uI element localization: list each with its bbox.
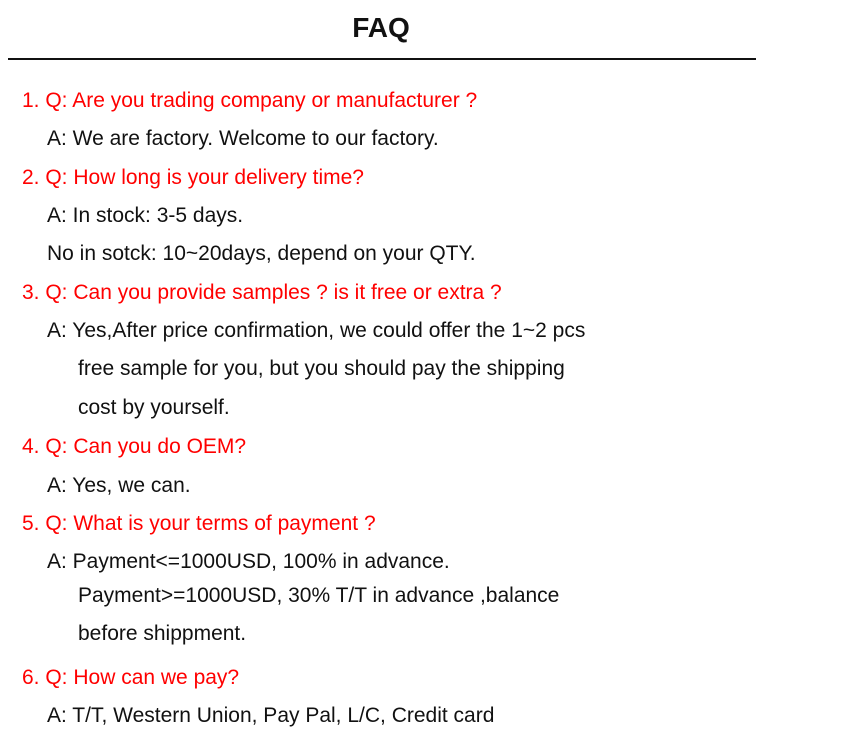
faq-6-question: 6. Q: How can we pay? <box>22 666 240 689</box>
faq-5-answer-line-1: A: Payment<=1000USD, 100% in advance. <box>47 550 450 573</box>
faq-4-question: 4. Q: Can you do OEM? <box>22 435 247 458</box>
faq-5-question: 5. Q: What is your terms of payment ? <box>22 512 376 535</box>
faq-2-question: 2. Q: How long is your delivery time? <box>22 166 364 189</box>
faq-3-answer-line-3: cost by yourself. <box>78 396 230 419</box>
faq-3-answer-line-1: A: Yes,After price confirmation, we could offer the 1~2 pcs <box>47 319 586 342</box>
faq-2-answer-line-2: No in sotck: 10~20days, depend on your QTY. <box>47 242 476 265</box>
page-title: FAQ <box>352 12 410 43</box>
faq-5-answer-line-2: Payment>=1000USD, 30% T/T in advance ,balance <box>78 584 560 607</box>
faq-4-answer-line-1: A: Yes, we can. <box>47 474 191 497</box>
faq-5-answer-line-3: before shippment. <box>78 622 247 645</box>
faq-2-answer-line-1: A: In stock: 3-5 days. <box>47 204 244 227</box>
faq-3-answer-line-2: free sample for you, but you should pay the shipping <box>78 357 565 380</box>
faq-1-question: 1. Q: Are you trading company or manufacturer ? <box>22 89 478 112</box>
faq-1-answer-line-1: A: We are factory. Welcome to our factory. <box>47 127 439 150</box>
title-divider <box>8 58 756 60</box>
faq-3-question: 3. Q: Can you provide samples ? is it free or extra ? <box>22 281 502 304</box>
faq-6-answer-line-1: A: T/T, Western Union, Pay Pal, L/C, Credit card <box>47 704 495 727</box>
